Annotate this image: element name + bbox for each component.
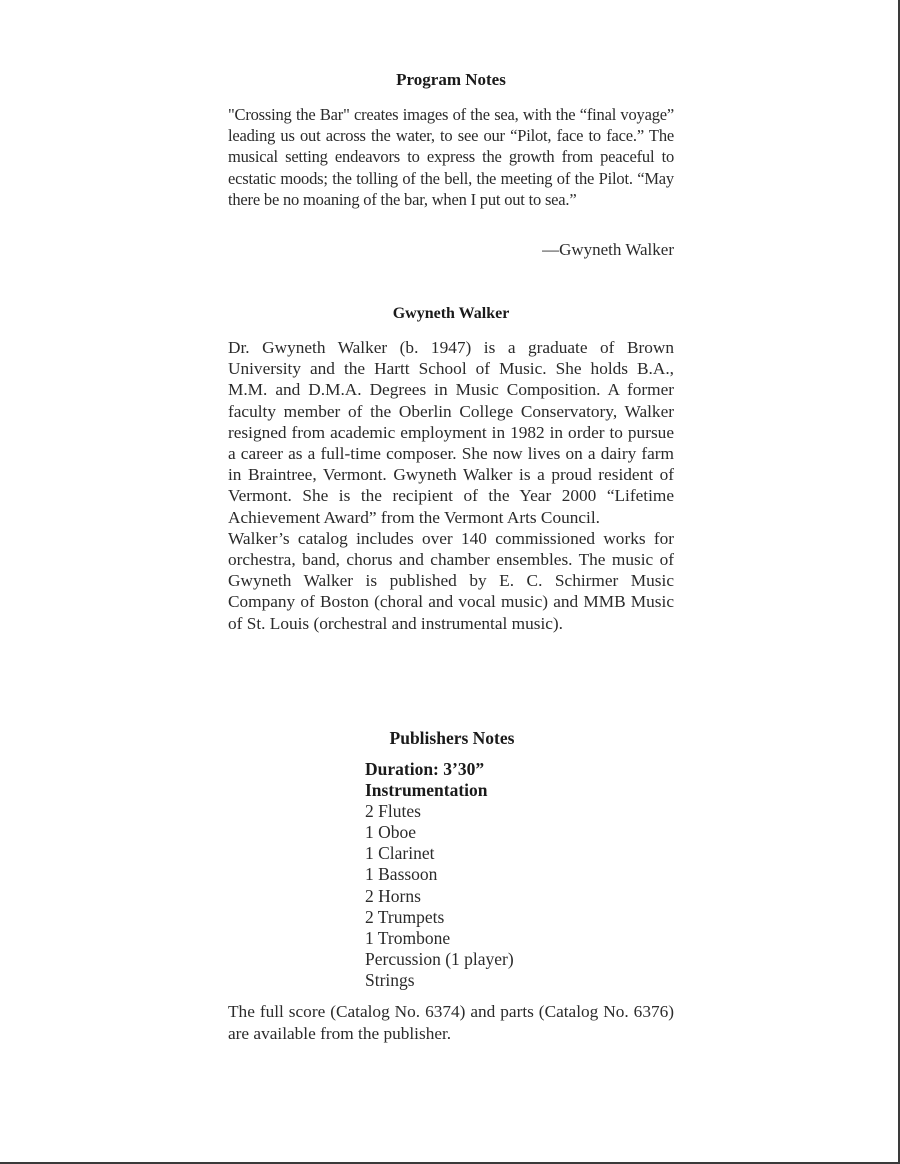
biography-heading: Gwyneth Walker [392,305,510,322]
instrument-item: 1 Bassoon [365,864,438,885]
instrument-item: Strings [365,969,415,990]
program-notes-heading: Program Notes [396,70,506,89]
biography-paragraph-1: Dr. Gwyneth Walker (b. 1947) is a graduate of Brown University and the Hartt School of Music. She holds B.A., M.M. and D.M.A. Degrees in Music Composition. A former faculty member of the Oberlin College Conservatory, Walker resigned from academic employment in 1982 in order to pursue a career as a full-time composer. She now lives on a dairy farm in Braintree, Vermont. Gwyneth Walker is a proud resident of Vermont. She is the recipient of the Year 2000 “Lifetime Achievement Award” from the Vermont Arts Council. [228,338,674,527]
instrument-item: 2 Trumpets [365,906,445,927]
instrumentation-label: Instrumentation [365,780,488,801]
instrument-item: 1 Oboe [365,822,417,843]
biography-paragraph-2: Walker’s catalog includes over 140 commissioned works for orchestra, band, chorus and chamber ensembles. The music of Gwyneth Walker is published by E. C. Schirmer Music Company of Boston (choral and vocal music) and MMB Music of St. Louis (orchestral and instrumental music). [228,528,674,633]
program-notes-paragraph: "Crossing the Bar" creates images of the sea, with the “final voyage” leading us out across the water, to see our “Pilot, face to face.” The musical setting endeavors to express the growth from peaceful to ecstatic moods; the tolling of the bell, the meeting of the Pilot. “May there be no moaning of the bar, when I put out to sea.” [228,105,674,209]
instrumentation-list [365,759,625,991]
program-notes-text [228,104,674,210]
publishers-notes-heading: Publishers Notes [389,728,515,748]
instrument-item: 1 Trombone [365,927,451,948]
instrument-item: Percussion (1 player) [365,948,514,969]
instrument-item: 2 Horns [365,885,421,906]
availability-text: The full score (Catalog No. 6374) and parts (Catalog No. 6376) are available from the publisher. [228,1002,674,1043]
duration-label: Duration: 3’30” [365,759,485,779]
program-notes-signature: —Gwyneth Walker [542,240,674,259]
biography-text [228,337,674,634]
instrument-item: 1 Clarinet [365,843,435,864]
instrument-item: 2 Flutes [365,801,421,822]
